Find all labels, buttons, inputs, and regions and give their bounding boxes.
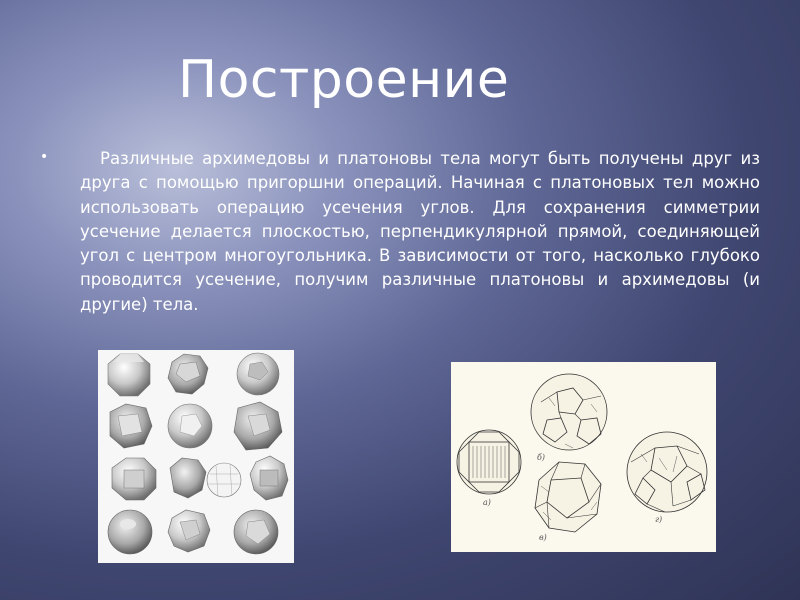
polyhedra-line-drawings <box>451 362 716 552</box>
rhombic-polyhedron-photo <box>234 510 278 554</box>
truncated-icosidodecahedron-photo <box>168 510 210 552</box>
icosidodecahedron-drawing <box>627 432 707 512</box>
truncated-octahedron-photo <box>168 354 208 394</box>
cuboctahedron-photo <box>110 404 152 448</box>
rhombicosidodecahedron-wireframe <box>207 463 241 497</box>
truncated-cube-photo <box>108 354 150 396</box>
polyhedra-photo-grid <box>98 350 294 563</box>
truncated-icosahedron-drawing <box>531 374 607 450</box>
rhombicuboctahedron-photo <box>112 458 156 500</box>
snub-dodecahedron-photo <box>108 510 152 554</box>
rhombicuboctahedron-drawing <box>457 430 521 494</box>
label-g: г) <box>655 515 663 524</box>
label-a: а) <box>483 498 491 507</box>
truncated-icosahedron-photo <box>237 353 279 395</box>
slide-title: Построение <box>178 50 510 110</box>
body-paragraph: Различные архимедовы и платоновы тела могут быть получены друг из друга с помощью пригоршни операций. Начиная с платоновых тел можно использовать операцию усечения углов. Для сохранения симметрии усечение делается плоскостью, перпендикулярной прямой, соединяющей угол с центром многоугольника. В зависимости от того, насколько глубоко проводится усечение, получим различные платоновы и архимедовы (и другие) тела. <box>80 149 760 314</box>
snub-cube-photo <box>170 458 206 498</box>
label-b: б) <box>537 453 546 462</box>
icosidodecahedron-photo <box>234 402 282 450</box>
bullet-marker: • <box>40 149 49 165</box>
truncated-octahedron-drawing <box>535 462 601 532</box>
label-v: в) <box>539 533 547 542</box>
truncated-cuboctahedron-photo <box>250 456 288 500</box>
polyhedra-line-illustration <box>451 362 716 552</box>
polyhedra-photo-illustration <box>98 350 294 563</box>
truncated-dodecahedron-photo <box>168 404 212 448</box>
